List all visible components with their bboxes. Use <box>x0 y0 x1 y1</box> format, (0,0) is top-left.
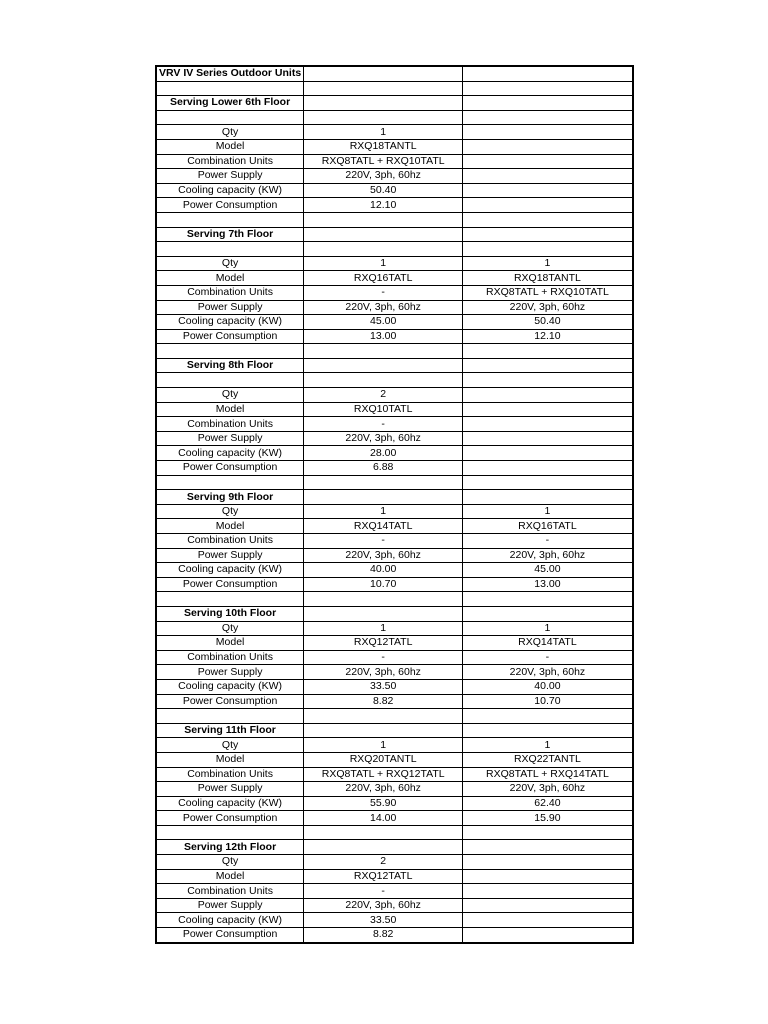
empty-cell <box>463 869 633 884</box>
empty-cell <box>463 212 633 227</box>
empty-cell <box>463 373 633 388</box>
spec-row-power-supply <box>156 169 633 184</box>
spec-row-qty <box>156 388 633 403</box>
section-heading: Serving 8th Floor <box>156 358 304 373</box>
empty-cell <box>304 825 463 840</box>
unit-value: 220V, 3ph, 60hz <box>463 665 633 680</box>
spec-row-qty <box>156 125 633 140</box>
spacer-row <box>156 212 633 227</box>
empty-cell <box>463 898 633 913</box>
unit-value: 28.00 <box>304 446 463 461</box>
spec-label: Combination Units <box>156 154 304 169</box>
empty-cell <box>304 344 463 359</box>
section-heading-row <box>156 723 633 738</box>
spec-label: Power Supply <box>156 431 304 446</box>
empty-cell <box>156 81 304 96</box>
unit-value: 62.40 <box>463 796 633 811</box>
section-heading-row <box>156 96 633 111</box>
empty-cell <box>156 709 304 724</box>
unit-value: RXQ20TANTL <box>304 752 463 767</box>
outdoor-units-table-body <box>156 66 633 943</box>
spec-label: Power Supply <box>156 548 304 563</box>
unit-value: 45.00 <box>463 563 633 578</box>
empty-cell <box>463 344 633 359</box>
spec-label: Power Supply <box>156 665 304 680</box>
outdoor-units-table <box>155 65 634 944</box>
spec-row-cooling <box>156 446 633 461</box>
spec-row-power-supply <box>156 782 633 797</box>
spec-label: Power Consumption <box>156 577 304 592</box>
spec-label: Combination Units <box>156 534 304 549</box>
unit-value: RXQ8TATL + RXQ10TATL <box>304 154 463 169</box>
unit-value: 6.88 <box>304 461 463 476</box>
spec-row-qty <box>156 855 633 870</box>
unit-value: 220V, 3ph, 60hz <box>304 169 463 184</box>
empty-cell <box>304 358 463 373</box>
unit-value: RXQ8TATL + RXQ14TATL <box>463 767 633 782</box>
section-heading-row <box>156 358 633 373</box>
unit-value: 33.50 <box>304 913 463 928</box>
spec-label: Power Consumption <box>156 329 304 344</box>
spec-row-cooling <box>156 315 633 330</box>
spec-row-model <box>156 271 633 286</box>
spec-label: Qty <box>156 738 304 753</box>
spec-label: Model <box>156 636 304 651</box>
unit-value: 14.00 <box>304 811 463 826</box>
spec-row-power-supply <box>156 665 633 680</box>
spec-row-cooling <box>156 796 633 811</box>
empty-cell <box>463 417 633 432</box>
spec-row-qty <box>156 621 633 636</box>
empty-cell <box>304 227 463 242</box>
empty-cell <box>463 475 633 490</box>
spec-label: Model <box>156 271 304 286</box>
spec-row-power-consumption <box>156 928 633 943</box>
empty-cell <box>463 461 633 476</box>
empty-cell <box>304 592 463 607</box>
spec-row-cooling <box>156 183 633 198</box>
unit-value: 45.00 <box>304 315 463 330</box>
empty-cell <box>463 183 633 198</box>
unit-value: 1 <box>304 504 463 519</box>
spec-row-power-consumption <box>156 811 633 826</box>
empty-cell <box>304 96 463 111</box>
spec-row-model <box>156 869 633 884</box>
empty-cell <box>463 840 633 855</box>
spec-row-power-consumption <box>156 577 633 592</box>
unit-value: - <box>304 285 463 300</box>
empty-cell <box>463 606 633 621</box>
spec-label: Combination Units <box>156 285 304 300</box>
spec-row-model <box>156 519 633 534</box>
spec-row-cooling <box>156 563 633 578</box>
spec-row-power-consumption <box>156 198 633 213</box>
unit-value: 13.00 <box>463 577 633 592</box>
spec-label: Qty <box>156 855 304 870</box>
spacer-row <box>156 81 633 96</box>
spec-label: Model <box>156 869 304 884</box>
unit-value: 50.40 <box>304 183 463 198</box>
unit-value: RXQ14TATL <box>304 519 463 534</box>
section-heading-row <box>156 840 633 855</box>
unit-value: 220V, 3ph, 60hz <box>463 548 633 563</box>
empty-cell <box>463 169 633 184</box>
unit-value: 40.00 <box>304 563 463 578</box>
unit-value: 2 <box>304 388 463 403</box>
empty-cell <box>463 928 633 943</box>
empty-cell <box>304 66 463 81</box>
spec-label: Model <box>156 519 304 534</box>
spec-row-qty <box>156 504 633 519</box>
empty-cell <box>304 373 463 388</box>
empty-cell <box>463 66 633 81</box>
empty-cell <box>463 709 633 724</box>
unit-value: RXQ22TANTL <box>463 752 633 767</box>
unit-value: 1 <box>463 738 633 753</box>
sheet-title: VRV IV Series Outdoor Units <box>156 66 304 81</box>
section-heading: Serving 10th Floor <box>156 606 304 621</box>
spec-row-power-supply <box>156 300 633 315</box>
section-heading: Serving Lower 6th Floor <box>156 96 304 111</box>
empty-cell <box>156 825 304 840</box>
spec-label: Cooling capacity (KW) <box>156 446 304 461</box>
empty-cell <box>156 344 304 359</box>
unit-value: RXQ16TATL <box>304 271 463 286</box>
unit-value: RXQ16TATL <box>463 519 633 534</box>
unit-value: - <box>463 650 633 665</box>
spec-row-power-consumption <box>156 461 633 476</box>
unit-value: - <box>463 534 633 549</box>
unit-value: 1 <box>304 738 463 753</box>
empty-cell <box>304 709 463 724</box>
spec-row-qty <box>156 738 633 753</box>
empty-cell <box>463 723 633 738</box>
spec-row-power-supply <box>156 548 633 563</box>
spec-label: Model <box>156 752 304 767</box>
spec-row-power-consumption <box>156 329 633 344</box>
empty-cell <box>463 81 633 96</box>
spec-label: Cooling capacity (KW) <box>156 563 304 578</box>
spec-row-power-consumption <box>156 694 633 709</box>
section-heading: Serving 7th Floor <box>156 227 304 242</box>
spacer-row <box>156 475 633 490</box>
unit-value: - <box>304 650 463 665</box>
spec-label: Power Supply <box>156 169 304 184</box>
empty-cell <box>463 825 633 840</box>
spacer-row <box>156 110 633 125</box>
spec-row-model <box>156 402 633 417</box>
unit-value: 1 <box>304 621 463 636</box>
spacer-row <box>156 825 633 840</box>
spec-row-combination <box>156 417 633 432</box>
spec-row-qty <box>156 256 633 271</box>
empty-cell <box>463 154 633 169</box>
empty-cell <box>156 475 304 490</box>
spec-row-model <box>156 636 633 651</box>
empty-cell <box>463 139 633 154</box>
spec-label: Power Consumption <box>156 198 304 213</box>
spec-row-combination <box>156 767 633 782</box>
spec-label: Cooling capacity (KW) <box>156 796 304 811</box>
unit-value: 8.82 <box>304 928 463 943</box>
spec-label: Model <box>156 402 304 417</box>
empty-cell <box>304 81 463 96</box>
spec-row-combination <box>156 884 633 899</box>
unit-value: 1 <box>463 256 633 271</box>
spec-label: Cooling capacity (KW) <box>156 679 304 694</box>
unit-value: 1 <box>304 256 463 271</box>
empty-cell <box>156 242 304 257</box>
unit-value: RXQ18TANTL <box>463 271 633 286</box>
empty-cell <box>156 212 304 227</box>
spec-label: Qty <box>156 388 304 403</box>
unit-value: 10.70 <box>304 577 463 592</box>
empty-cell <box>463 855 633 870</box>
empty-cell <box>463 402 633 417</box>
unit-value: 12.10 <box>463 329 633 344</box>
spec-label: Combination Units <box>156 417 304 432</box>
empty-cell <box>463 110 633 125</box>
empty-cell <box>156 373 304 388</box>
unit-value: RXQ18TANTL <box>304 139 463 154</box>
unit-value: 12.10 <box>304 198 463 213</box>
section-heading-row <box>156 606 633 621</box>
spec-label: Power Supply <box>156 898 304 913</box>
empty-cell <box>463 490 633 505</box>
spec-label: Power Consumption <box>156 811 304 826</box>
spec-label: Combination Units <box>156 650 304 665</box>
unit-value: 1 <box>304 125 463 140</box>
empty-cell <box>463 592 633 607</box>
spec-label: Combination Units <box>156 884 304 899</box>
spacer-row <box>156 344 633 359</box>
empty-cell <box>156 592 304 607</box>
unit-value: RXQ8TATL + RXQ10TATL <box>463 285 633 300</box>
unit-value: 55.90 <box>304 796 463 811</box>
section-heading-row <box>156 227 633 242</box>
empty-cell <box>463 446 633 461</box>
empty-cell <box>304 242 463 257</box>
spec-label: Power Supply <box>156 782 304 797</box>
unit-value: 40.00 <box>463 679 633 694</box>
spec-label: Qty <box>156 504 304 519</box>
spec-row-combination <box>156 650 633 665</box>
spec-row-cooling <box>156 913 633 928</box>
spec-row-combination <box>156 534 633 549</box>
spec-label: Qty <box>156 256 304 271</box>
unit-value: 220V, 3ph, 60hz <box>304 548 463 563</box>
spec-row-power-supply <box>156 431 633 446</box>
spec-label: Model <box>156 139 304 154</box>
unit-value: 1 <box>463 621 633 636</box>
empty-cell <box>304 723 463 738</box>
spec-label: Power Supply <box>156 300 304 315</box>
unit-value: 50.40 <box>463 315 633 330</box>
spacer-row <box>156 592 633 607</box>
empty-cell <box>463 884 633 899</box>
unit-value: 220V, 3ph, 60hz <box>463 300 633 315</box>
unit-value: 220V, 3ph, 60hz <box>304 300 463 315</box>
spec-row-cooling <box>156 679 633 694</box>
unit-value: 220V, 3ph, 60hz <box>463 782 633 797</box>
unit-value: RXQ14TATL <box>463 636 633 651</box>
unit-value: 13.00 <box>304 329 463 344</box>
empty-cell <box>304 606 463 621</box>
empty-cell <box>463 125 633 140</box>
spec-label: Power Consumption <box>156 461 304 476</box>
spec-label: Cooling capacity (KW) <box>156 913 304 928</box>
spec-row-power-supply <box>156 898 633 913</box>
empty-cell <box>463 358 633 373</box>
spec-row-combination <box>156 154 633 169</box>
unit-value: - <box>304 884 463 899</box>
spec-row-model <box>156 139 633 154</box>
unit-value: 33.50 <box>304 679 463 694</box>
empty-cell <box>156 110 304 125</box>
spec-label: Power Consumption <box>156 928 304 943</box>
unit-value: 220V, 3ph, 60hz <box>304 782 463 797</box>
empty-cell <box>304 110 463 125</box>
unit-value: 1 <box>463 504 633 519</box>
unit-value: - <box>304 534 463 549</box>
unit-value: RXQ12TATL <box>304 636 463 651</box>
section-heading: Serving 9th Floor <box>156 490 304 505</box>
unit-value: - <box>304 417 463 432</box>
spec-label: Power Consumption <box>156 694 304 709</box>
spec-row-model <box>156 752 633 767</box>
spec-row-combination <box>156 285 633 300</box>
unit-value: 220V, 3ph, 60hz <box>304 898 463 913</box>
empty-cell <box>463 913 633 928</box>
empty-cell <box>304 840 463 855</box>
unit-value: RXQ8TATL + RXQ12TATL <box>304 767 463 782</box>
unit-value: 220V, 3ph, 60hz <box>304 431 463 446</box>
spec-label: Cooling capacity (KW) <box>156 315 304 330</box>
empty-cell <box>463 242 633 257</box>
empty-cell <box>463 431 633 446</box>
section-heading: Serving 11th Floor <box>156 723 304 738</box>
empty-cell <box>304 475 463 490</box>
empty-cell <box>463 227 633 242</box>
empty-cell <box>463 96 633 111</box>
unit-value: 220V, 3ph, 60hz <box>304 665 463 680</box>
empty-cell <box>304 490 463 505</box>
spacer-row <box>156 709 633 724</box>
empty-cell <box>304 212 463 227</box>
unit-value: 15.90 <box>463 811 633 826</box>
empty-cell <box>463 198 633 213</box>
spec-label: Combination Units <box>156 767 304 782</box>
spacer-row <box>156 373 633 388</box>
spec-label: Qty <box>156 125 304 140</box>
spacer-row <box>156 242 633 257</box>
section-heading-row <box>156 490 633 505</box>
unit-value: RXQ12TATL <box>304 869 463 884</box>
unit-value: 8.82 <box>304 694 463 709</box>
spec-label: Qty <box>156 621 304 636</box>
section-heading: Serving 12th Floor <box>156 840 304 855</box>
unit-value: 10.70 <box>463 694 633 709</box>
unit-value: 2 <box>304 855 463 870</box>
unit-value: RXQ10TATL <box>304 402 463 417</box>
title-row <box>156 66 633 81</box>
empty-cell <box>463 388 633 403</box>
spec-label: Cooling capacity (KW) <box>156 183 304 198</box>
